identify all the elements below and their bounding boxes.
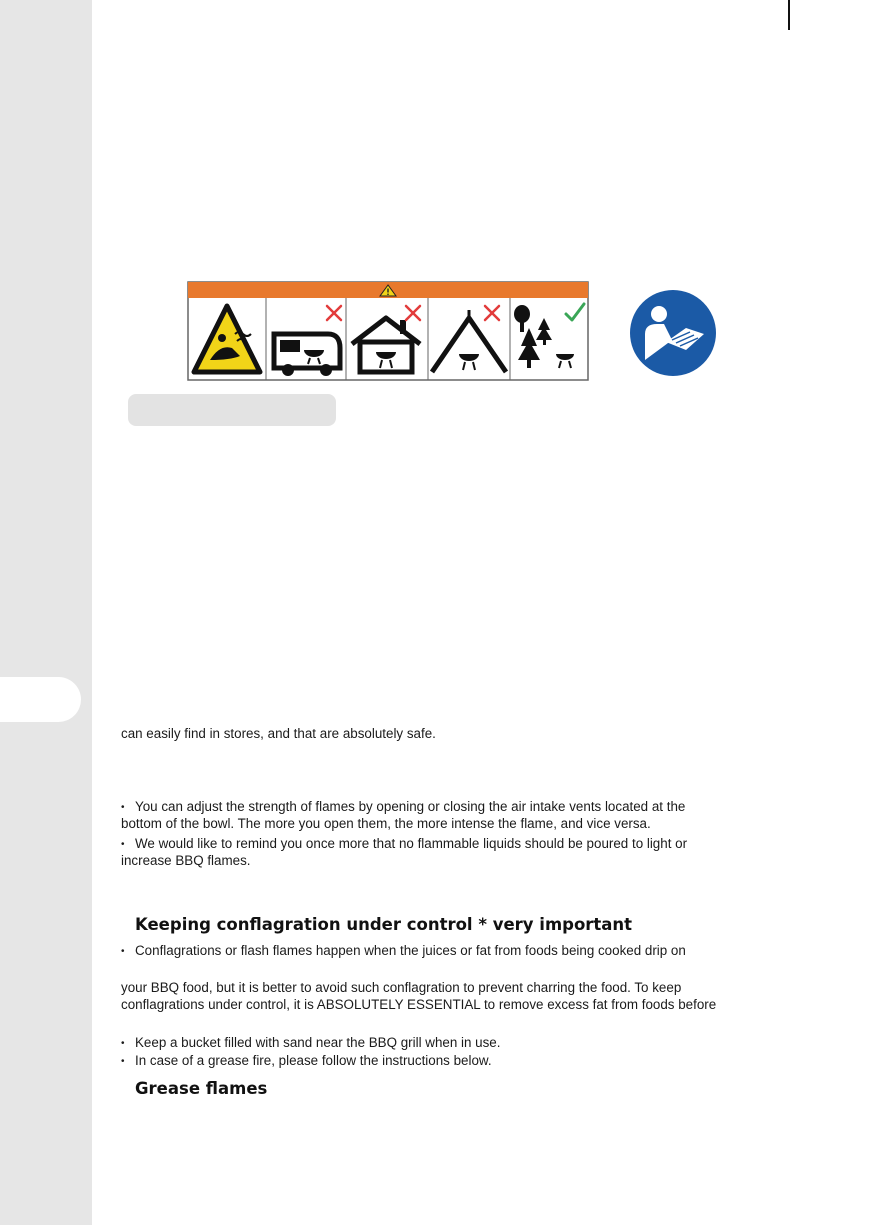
list-item: • In case of a grease fire, please follow the instructions below. bbox=[121, 1052, 492, 1070]
body-line: increase BBQ flames. bbox=[121, 853, 251, 868]
body-line: your BBQ food, but it is better to avoid such conflagration to prevent charring the food. To keep bbox=[121, 980, 682, 995]
left-margin-strip bbox=[0, 0, 92, 1225]
section-heading-conflagration: Keeping conflagration under control * very important bbox=[135, 915, 633, 934]
read-manual-icon bbox=[628, 288, 718, 378]
side-page-tab bbox=[0, 677, 81, 722]
body-line: conflagrations under control, it is ABSOLUTELY ESSENTIAL to remove excess fat from foods before bbox=[121, 997, 717, 1012]
list-item: • Keep a bucket filled with sand near the BBQ grill when in use. bbox=[121, 1034, 500, 1052]
list-item: • You can adjust the strength of flames by opening or closing the air intake vents located at the bbox=[121, 798, 685, 816]
list-item: • We would like to remind you once more that no flammable liquids should be poured to light or bbox=[121, 835, 687, 853]
warning-pictogram-strip bbox=[180, 268, 600, 394]
section-heading-grease: Grease flames bbox=[135, 1079, 268, 1098]
top-crop-mark bbox=[788, 0, 790, 30]
list-item: • Conflagrations or flash flames happen when the juices or fat from foods being cooked drip on bbox=[121, 942, 686, 960]
body-line: can easily find in stores, and that are absolutely safe. bbox=[121, 726, 436, 741]
caption-placeholder-pill bbox=[128, 394, 336, 426]
body-line: bottom of the bowl. The more you open them, the more intense the flame, and vice versa. bbox=[121, 816, 651, 831]
